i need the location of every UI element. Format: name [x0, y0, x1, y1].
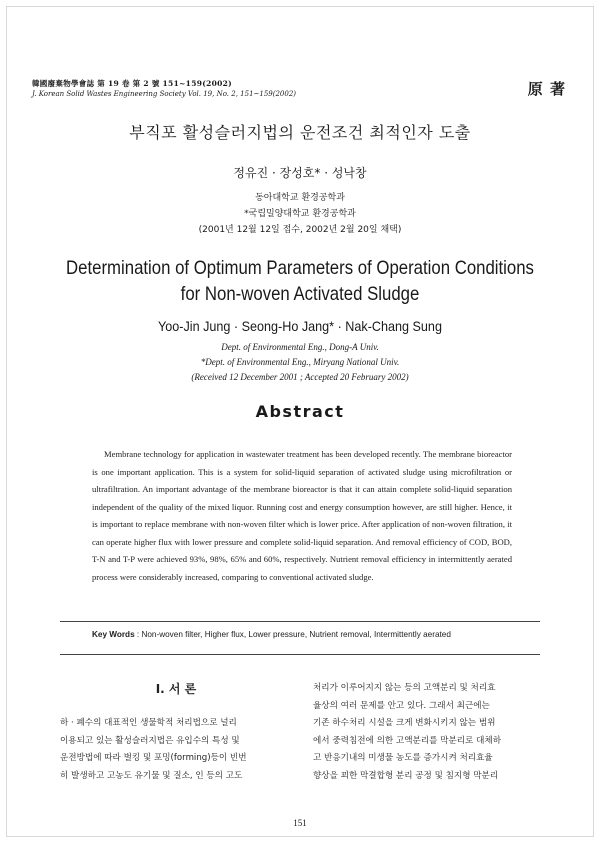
section-title-introduction: Ⅰ. 서 론 [155, 682, 197, 696]
page-number: 151 [293, 818, 307, 828]
keywords-bottom-rule [60, 654, 540, 655]
korean-received-date: (2001년 12월 12일 접수, 2002년 2월 20일 채택) [198, 225, 402, 235]
body-column-left [60, 680, 292, 785]
korean-affiliation-1: 동아대학교 환경공학과 [255, 193, 345, 203]
abstract-heading: Abstract [255, 402, 345, 421]
abstract-body: Membrane technology for application in wastewater treatment has been developed recently. The membrane bioreactor is one important application. This is a system for solid-liquid separation of activated sludge using microfiltration or ultrafiltration. An important advantage of the membrane bioreactor is that it can attain complete solid-liquid separation independent of the quality of the mixed liquor. Running cost and energy consumption however, are still higher. Hence, it is important to replace membrane with non-woven filter which is lower price. After application of non-woven filtration, it can operate higher flux with lower pressure and complete solid-liquid separation. And removal efficiency of COD, BOD, T-N and T-P were achieved 93%, 98%, 65% and 60%, respectively. Nutrient removal efficiency in intermittently aerated process were considerably increased, comparing to conventional activated sludge. [92, 449, 512, 582]
body-line: 하 · 폐수의 대표적인 생물학적 처리법으로 널리 [60, 718, 237, 728]
keywords-text: : Non-woven filter, Higher flux, Lower pressure, Nutrient removal, Intermittently aerated [136, 630, 451, 639]
body-line: 율상의 여러 문제를 안고 있다. 그래서 최근에는 [313, 700, 490, 711]
body-line: 히 발생하고 고농도 유기물 및 질소, 인 등의 고도 [60, 770, 243, 781]
body-line: 기존 하수처리 시설을 크게 변화시키지 않는 범위 [313, 718, 496, 728]
keywords-top-rule [60, 621, 540, 622]
english-affiliation-2: *Dept. of Environmental Eng., Miryang National Univ. [200, 357, 400, 367]
english-affiliation-1: Dept. of Environmental Eng., Dong-A Univ. [221, 342, 379, 352]
body-line: 향상을 꾀한 막결합형 분리 공정 및 침지형 막분리 [313, 770, 499, 781]
body-line: 고 반응기내의 미생물 농도를 증가시켜 처리효율 [313, 753, 493, 763]
korean-affiliation-2: *국립밀양대학교 환경공학과 [244, 209, 356, 219]
korean-authors: 정유진 · 장성호* · 성낙창 [233, 166, 367, 180]
keywords [92, 630, 532, 639]
body-line: 이용되고 있는 활성슬러지법은 유입수의 특성 및 [60, 735, 240, 746]
body-line: 처리가 이루어지지 않는 등의 고액분리 및 처리효 [313, 683, 496, 693]
article-type-badge: 原 著 [527, 80, 566, 98]
english-title-line-2: for Non-woven Activated Sludge [180, 283, 420, 305]
journal-name-english: J. Korean Solid Wastes Engineering Society Vol. 19, No. 2, 151~159(2002) [32, 90, 297, 98]
journal-name-korean: 韓國廢棄物學會誌 第 19 卷 第 2 號 151~159(2002) [32, 79, 232, 88]
korean-title: 부직포 활성슬러지법의 운전조건 최적인자 도출 [129, 123, 471, 142]
keywords-label: Key Words [92, 630, 135, 639]
english-authors: Yoo-Jin Jung · Seong-Ho Jang* · Nak-Chang Sung [158, 318, 442, 334]
body-line: 운전방법에 따라 벌킹 및 포밍(forming)등이 빈번 [60, 753, 247, 763]
body-line: 에서 중력침전에 의한 고액분리를 막분리로 대체하 [313, 735, 501, 746]
journal-header [32, 78, 296, 100]
english-title-line-1: Determination of Optimum Parameters of Operation Conditions [66, 257, 534, 279]
body-column-right [313, 680, 545, 785]
english-received-date: (Received 12 December 2001 ; Accepted 20 February 2002) [191, 372, 409, 382]
